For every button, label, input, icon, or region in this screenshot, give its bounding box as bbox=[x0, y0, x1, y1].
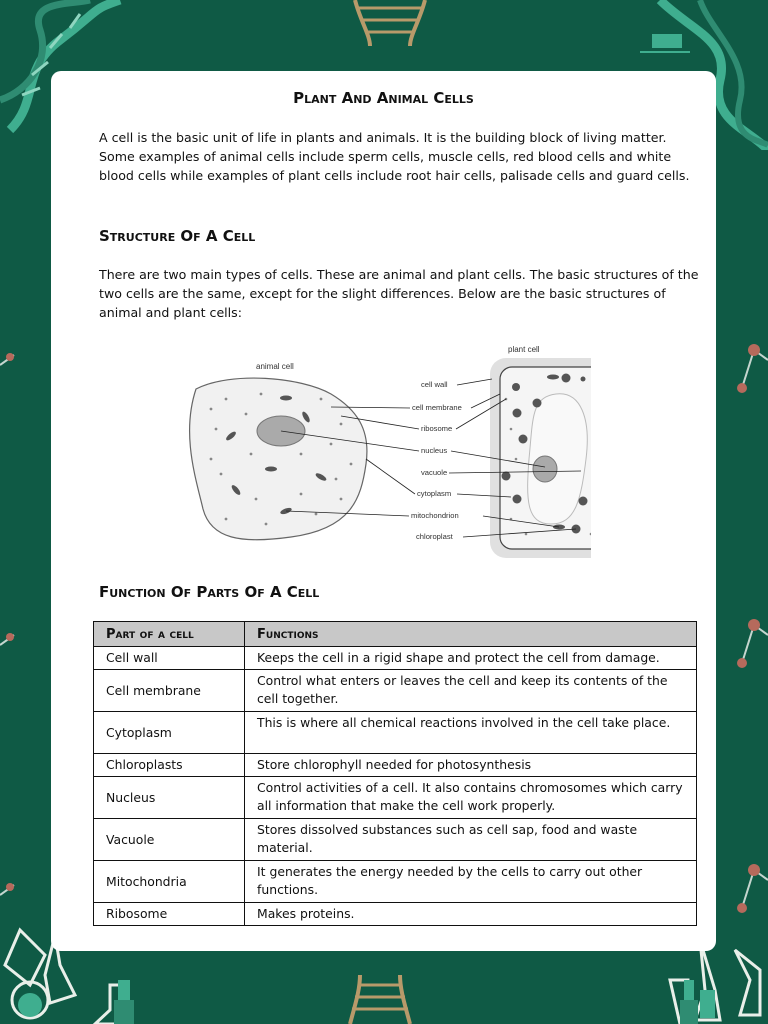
functions-table bbox=[93, 621, 697, 926]
page-title: Plant And Animal Cells bbox=[293, 89, 474, 107]
structure-heading: Structure Of A Cell bbox=[99, 227, 256, 245]
molecule-icon bbox=[0, 875, 20, 905]
part-cell: Cytoplasm bbox=[94, 712, 245, 754]
table-row bbox=[94, 861, 697, 903]
function-heading: Function Of Parts Of A Cell bbox=[99, 583, 320, 601]
function-cell: Makes proteins. bbox=[245, 903, 697, 926]
molecule-icon bbox=[0, 345, 20, 375]
function-cell: Control what enters or leaves the cell and keep its contents of the cell together. bbox=[245, 670, 697, 712]
animal-cell-label: animal cell bbox=[256, 362, 294, 371]
label-vacuole: vacuole bbox=[421, 468, 448, 477]
table-row bbox=[94, 819, 697, 861]
part-labels bbox=[411, 380, 462, 541]
document-page bbox=[51, 71, 716, 951]
part-cell: Cell wall bbox=[94, 647, 245, 670]
table-row bbox=[94, 670, 697, 712]
label-nucleus: nucleus bbox=[421, 446, 448, 455]
animal-cell-shape bbox=[190, 378, 367, 540]
table-row bbox=[94, 712, 697, 754]
plant-nucleus bbox=[533, 456, 557, 482]
header-part: Part of a cell bbox=[94, 622, 245, 647]
table-header-row bbox=[94, 622, 697, 647]
molecule-icon bbox=[736, 860, 768, 920]
label-ribosome: ribosome bbox=[421, 424, 453, 433]
intro-paragraph: A cell is the basic unit of life in plants and animals. It is the building block of living matter. Some examples of animal cells include sperm cells, muscle cells, red blood cells and white blood cells while examples of plant cells include root hair cells, palisade cells and guard cells. bbox=[99, 130, 690, 183]
label-cell-membrane: cell membrane bbox=[412, 403, 462, 412]
table-row bbox=[94, 647, 697, 670]
molecule-icon bbox=[736, 340, 768, 400]
table-row bbox=[94, 903, 697, 926]
part-cell: Nucleus bbox=[94, 777, 245, 819]
part-cell: Mitochondria bbox=[94, 861, 245, 903]
molecule-icon bbox=[736, 615, 768, 675]
function-cell: Store chlorophyll needed for photosynthesis bbox=[245, 754, 697, 777]
part-cell: Cell membrane bbox=[94, 670, 245, 712]
dna-helix-icon bbox=[350, 0, 430, 46]
label-cytoplasm: cytoplasm bbox=[417, 489, 452, 498]
function-cell: It generates the energy needed by the cells to carry out other functions. bbox=[245, 861, 697, 903]
function-cell: Control activities of a cell. It also contains chromosomes which carry all information that make the cell work properly. bbox=[245, 777, 697, 819]
microscope-icon bbox=[670, 975, 710, 1024]
header-functions: Functions bbox=[245, 622, 697, 647]
structure-paragraph: There are two main types of cells. These are animal and plant cells. The basic structures of the two cells are the same, except for the slight differences. Below are the basic structures of animal and plant cells: bbox=[99, 267, 699, 320]
table-row bbox=[94, 777, 697, 819]
part-cell: Chloroplasts bbox=[94, 754, 245, 777]
plant-cell-label: plant cell bbox=[508, 345, 540, 354]
part-cell: Vacuole bbox=[94, 819, 245, 861]
table-row bbox=[94, 754, 697, 777]
function-cell: This is where all chemical reactions involved in the cell take place. bbox=[245, 712, 697, 754]
label-chloroplast: chloroplast bbox=[416, 532, 453, 541]
function-cell: Keeps the cell in a rigid shape and protect the cell from damage. bbox=[245, 647, 697, 670]
part-cell: Ribosome bbox=[94, 903, 245, 926]
microscope-icon bbox=[100, 975, 150, 1024]
function-cell: Stores dissolved substances such as cell sap, food and waste material. bbox=[245, 819, 697, 861]
label-mitochondrion: mitochondrion bbox=[411, 511, 459, 520]
cell-diagram bbox=[181, 339, 591, 559]
molecule-icon bbox=[0, 625, 20, 655]
label-cell-wall: cell wall bbox=[421, 380, 448, 389]
dna-helix-icon bbox=[340, 975, 420, 1024]
